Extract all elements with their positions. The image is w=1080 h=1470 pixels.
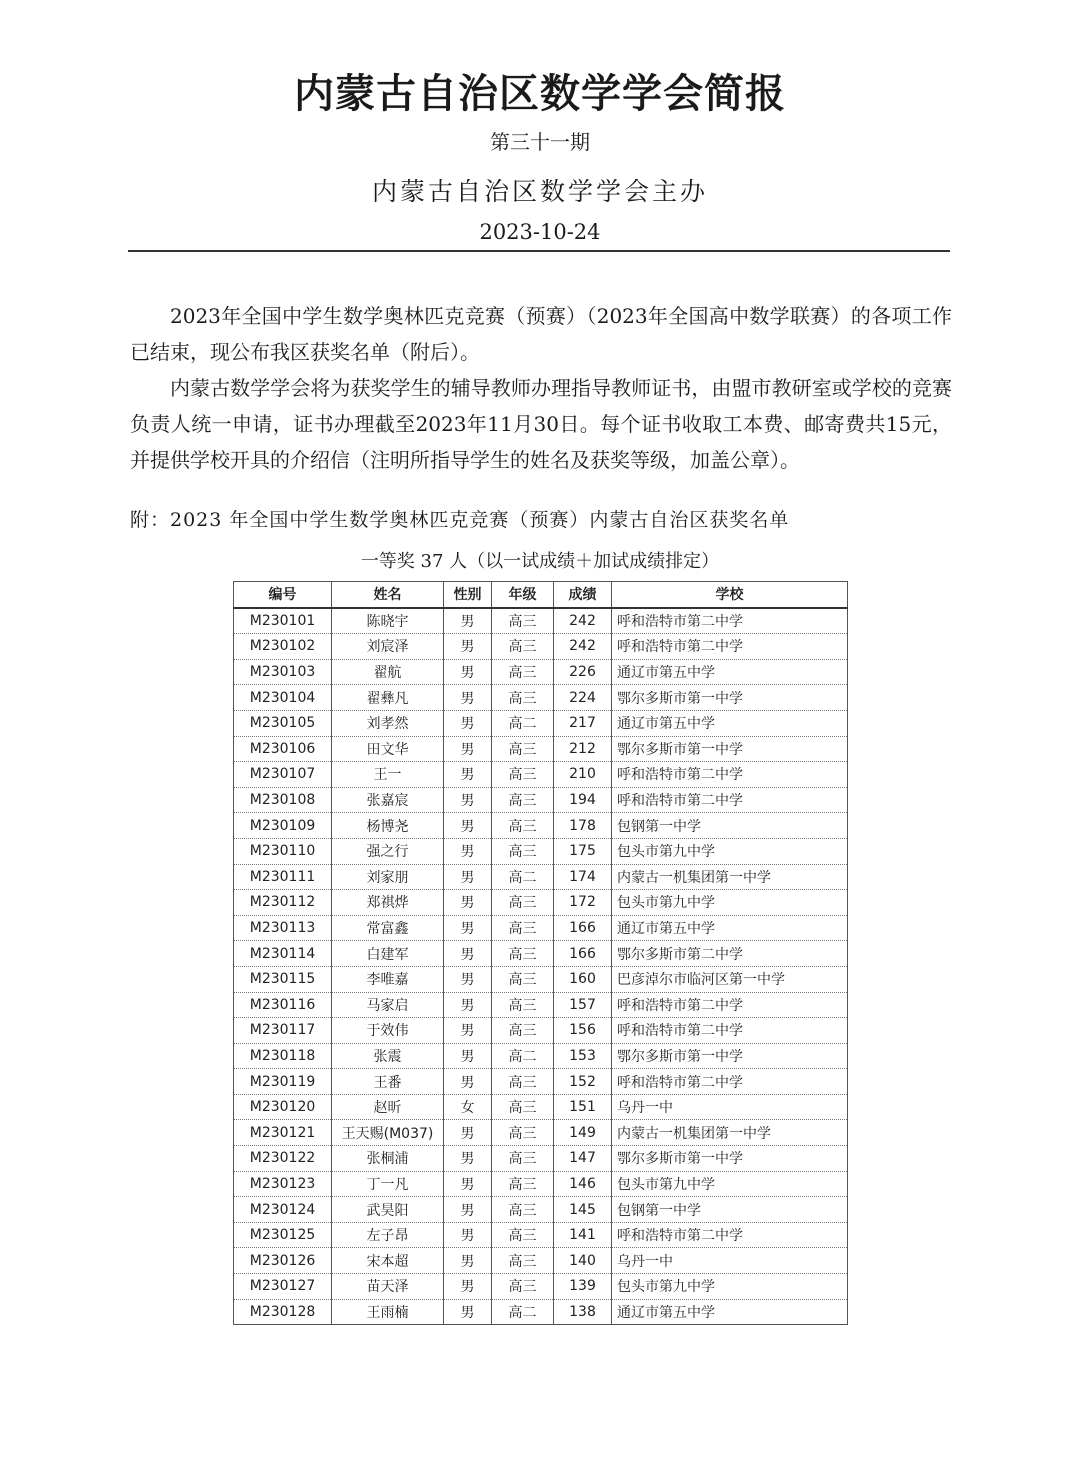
school-cell: 呼和浩特市第二中学 [612,608,848,634]
student-name-cell: 于效伟 [332,1018,444,1044]
grade-cell: 高三 [492,1222,554,1248]
gender-cell: 男 [444,1274,492,1300]
grade-cell: 高三 [492,941,554,967]
gender-cell: 男 [444,1146,492,1172]
student-name-cell: 陈晓宇 [332,608,444,634]
table-row [234,1197,848,1223]
gender-cell: 男 [444,1197,492,1223]
table-row [234,736,848,762]
student-name-cell: 白建军 [332,941,444,967]
table-row [234,1094,848,1120]
student-name-cell: 常富鑫 [332,915,444,941]
grade-cell: 高三 [492,762,554,788]
gender-cell: 男 [444,634,492,660]
table-row [234,608,848,634]
student-name-cell: 刘家朋 [332,864,444,890]
school-cell: 包头市第九中学 [612,1274,848,1300]
student-id-cell: M230127 [234,1274,332,1300]
table-row [234,787,848,813]
student-id-cell: M230106 [234,736,332,762]
score-cell: 141 [554,1222,612,1248]
school-cell: 呼和浩特市第二中学 [612,1069,848,1095]
student-id-cell: M230108 [234,787,332,813]
school-cell: 包头市第九中学 [612,1171,848,1197]
grade-cell: 高三 [492,1069,554,1095]
grade-cell: 高二 [492,1043,554,1069]
gender-cell: 男 [444,762,492,788]
student-name-cell: 郑祺烨 [332,890,444,916]
score-cell: 145 [554,1197,612,1223]
grade-cell: 高二 [492,710,554,736]
student-name-cell: 王雨楠 [332,1299,444,1325]
student-name-cell: 宋本超 [332,1248,444,1274]
school-cell: 通辽市第五中学 [612,659,848,685]
student-id-cell: M230102 [234,634,332,660]
school-cell: 呼和浩特市第二中学 [612,1222,848,1248]
grade-cell: 高三 [492,685,554,711]
announcement-paragraph-1: 2023年全国中学生数学奥林匹克竞赛（预赛）（2023年全国高中数学联赛）的各项工作已结束，现公布我区获奖名单（附后）。 [130,304,952,364]
school-cell: 包头市第九中学 [612,838,848,864]
table-row [234,1222,848,1248]
school-cell: 呼和浩特市第二中学 [612,787,848,813]
header-name: 姓名 [332,582,444,608]
bulletin-date: 2023-10-24 [479,220,601,244]
student-id-cell: M230115 [234,966,332,992]
table-row [234,813,848,839]
school-cell: 鄂尔多斯市第一中学 [612,1146,848,1172]
grade-cell: 高三 [492,1146,554,1172]
grade-cell: 高二 [492,864,554,890]
table-row [234,890,848,916]
student-name-cell: 刘孝然 [332,710,444,736]
table-row [234,659,848,685]
score-cell: 174 [554,864,612,890]
table-row [234,966,848,992]
score-cell: 152 [554,1069,612,1095]
student-id-cell: M230121 [234,1120,332,1146]
school-cell: 乌丹一中 [612,1094,848,1120]
table-row [234,710,848,736]
table-row [234,1120,848,1146]
score-cell: 172 [554,890,612,916]
score-cell: 139 [554,1274,612,1300]
gender-cell: 男 [444,1171,492,1197]
student-id-cell: M230114 [234,941,332,967]
student-id-cell: M230124 [234,1197,332,1223]
gender-cell: 男 [444,1248,492,1274]
school-cell: 乌丹一中 [612,1248,848,1274]
student-id-cell: M230113 [234,915,332,941]
student-name-cell: 马家启 [332,992,444,1018]
gender-cell: 男 [444,1043,492,1069]
school-cell: 鄂尔多斯市第一中学 [612,685,848,711]
grade-cell: 高三 [492,1120,554,1146]
school-cell: 内蒙古一机集团第一中学 [612,1120,848,1146]
gender-cell: 男 [444,710,492,736]
gender-cell: 男 [444,1069,492,1095]
table-row [234,1146,848,1172]
school-cell: 内蒙古一机集团第一中学 [612,864,848,890]
issue-number: 第三十一期 [490,130,590,154]
score-cell: 217 [554,710,612,736]
student-name-cell: 强之行 [332,838,444,864]
table-row [234,762,848,788]
student-id-cell: M230116 [234,992,332,1018]
table-row [234,941,848,967]
school-cell: 巴彦淖尔市临河区第一中学 [612,966,848,992]
student-name-cell: 田文华 [332,736,444,762]
student-id-cell: M230119 [234,1069,332,1095]
gender-cell: 男 [444,659,492,685]
table-row [234,992,848,1018]
student-id-cell: M230117 [234,1018,332,1044]
gender-cell: 男 [444,992,492,1018]
score-cell: 147 [554,1146,612,1172]
grade-cell: 高三 [492,1197,554,1223]
gender-cell: 男 [444,787,492,813]
score-cell: 242 [554,634,612,660]
bulletin-title: 内蒙古自治区数学学会简报 [294,71,786,117]
score-cell: 151 [554,1094,612,1120]
score-cell: 160 [554,966,612,992]
grade-cell: 高三 [492,915,554,941]
gender-cell: 男 [444,1120,492,1146]
score-cell: 149 [554,1120,612,1146]
score-cell: 242 [554,608,612,634]
student-name-cell: 王番 [332,1069,444,1095]
student-name-cell: 李唯嘉 [332,966,444,992]
gender-cell: 男 [444,838,492,864]
school-cell: 鄂尔多斯市第一中学 [612,736,848,762]
student-id-cell: M230110 [234,838,332,864]
score-cell: 146 [554,1171,612,1197]
grade-cell: 高三 [492,838,554,864]
header-grade: 年级 [492,582,554,608]
student-name-cell: 翟航 [332,659,444,685]
table-row [234,685,848,711]
award-table-caption: 一等奖 37 人（以一试成绩＋加试成绩排定） [360,551,720,572]
student-id-cell: M230125 [234,1222,332,1248]
gender-cell: 男 [444,736,492,762]
student-name-cell: 武昊阳 [332,1197,444,1223]
grade-cell: 高三 [492,1274,554,1300]
header-school: 学校 [612,582,848,608]
table-row [234,864,848,890]
grade-cell: 高三 [492,992,554,1018]
student-id-cell: M230126 [234,1248,332,1274]
gender-cell: 男 [444,890,492,916]
student-id-cell: M230107 [234,762,332,788]
school-cell: 通辽市第五中学 [612,915,848,941]
grade-cell: 高三 [492,736,554,762]
school-cell: 包头市第九中学 [612,890,848,916]
school-cell: 通辽市第五中学 [612,710,848,736]
score-cell: 166 [554,915,612,941]
school-cell: 呼和浩特市第二中学 [612,1018,848,1044]
student-id-cell: M230122 [234,1146,332,1172]
student-name-cell: 杨博尧 [332,813,444,839]
student-name-cell: 刘宸泽 [332,634,444,660]
school-cell: 呼和浩特市第二中学 [612,634,848,660]
score-cell: 212 [554,736,612,762]
student-id-cell: M230118 [234,1043,332,1069]
appendix-title: 附：2023 年全国中学生数学奥林匹克竞赛（预赛）内蒙古自治区获奖名单 [130,509,790,531]
announcement-paragraph-2: 内蒙古数学学会将为获奖学生的辅导教师办理指导教师证书，由盟市教研室或学校的竞赛负责人统一申请，证书办理截至2023年11月30日。每个证书收取工本费、邮寄费共15元，并提供学校开具的介绍信（注明所指导学生的姓名及获奖等级，加盖公章）。 [130,376,952,472]
grade-cell: 高三 [492,659,554,685]
gender-cell: 男 [444,966,492,992]
score-cell: 138 [554,1299,612,1325]
score-cell: 157 [554,992,612,1018]
student-id-cell: M230111 [234,864,332,890]
header-id: 编号 [234,582,332,608]
gender-cell: 女 [444,1094,492,1120]
school-cell: 包钢第一中学 [612,1197,848,1223]
header-gender: 性别 [444,582,492,608]
header-divider [128,250,950,252]
table-row [234,1043,848,1069]
score-cell: 175 [554,838,612,864]
score-cell: 156 [554,1018,612,1044]
school-cell: 鄂尔多斯市第二中学 [612,941,848,967]
table-row [234,1069,848,1095]
student-name-cell: 张嘉宸 [332,787,444,813]
student-id-cell: M230123 [234,1171,332,1197]
school-cell: 包钢第一中学 [612,813,848,839]
table-row [234,1248,848,1274]
sponsor-line: 内蒙古自治区数学学会主办 [371,177,708,206]
table-row [234,1171,848,1197]
student-id-cell: M230120 [234,1094,332,1120]
grade-cell: 高三 [492,966,554,992]
score-cell: 224 [554,685,612,711]
student-id-cell: M230105 [234,710,332,736]
grade-cell: 高三 [492,1094,554,1120]
student-name-cell: 赵昕 [332,1094,444,1120]
header-score: 成绩 [554,582,612,608]
grade-cell: 高三 [492,1248,554,1274]
grade-cell: 高三 [492,890,554,916]
score-cell: 194 [554,787,612,813]
school-cell: 呼和浩特市第二中学 [612,992,848,1018]
table-row [234,1018,848,1044]
school-cell: 鄂尔多斯市第一中学 [612,1043,848,1069]
grade-cell: 高三 [492,634,554,660]
award-table-header [234,582,848,608]
gender-cell: 男 [444,1222,492,1248]
student-name-cell: 翟彝凡 [332,685,444,711]
student-id-cell: M230104 [234,685,332,711]
grade-cell: 高三 [492,1018,554,1044]
score-cell: 166 [554,941,612,967]
award-table [233,581,848,1325]
student-id-cell: M230103 [234,659,332,685]
student-name-cell: 王天赐(M037) [332,1120,444,1146]
table-row [234,915,848,941]
student-id-cell: M230128 [234,1299,332,1325]
gender-cell: 男 [444,915,492,941]
score-cell: 140 [554,1248,612,1274]
student-name-cell: 张桐浦 [332,1146,444,1172]
student-id-cell: M230109 [234,813,332,839]
table-row [234,634,848,660]
gender-cell: 男 [444,685,492,711]
score-cell: 210 [554,762,612,788]
student-name-cell: 丁一凡 [332,1171,444,1197]
score-cell: 178 [554,813,612,839]
student-name-cell: 王一 [332,762,444,788]
table-row [234,1274,848,1300]
table-row [234,1299,848,1325]
school-cell: 通辽市第五中学 [612,1299,848,1325]
student-name-cell: 左子昂 [332,1222,444,1248]
student-id-cell: M230101 [234,608,332,634]
score-cell: 226 [554,659,612,685]
header-row [234,582,848,608]
student-name-cell: 张震 [332,1043,444,1069]
gender-cell: 男 [444,608,492,634]
grade-cell: 高二 [492,1299,554,1325]
table-row [234,838,848,864]
announcement-body [130,298,952,478]
gender-cell: 男 [444,813,492,839]
gender-cell: 男 [444,1299,492,1325]
grade-cell: 高三 [492,813,554,839]
student-id-cell: M230112 [234,890,332,916]
award-table-body [234,608,848,1325]
grade-cell: 高三 [492,1171,554,1197]
gender-cell: 男 [444,864,492,890]
gender-cell: 男 [444,941,492,967]
grade-cell: 高三 [492,787,554,813]
score-cell: 153 [554,1043,612,1069]
gender-cell: 男 [444,1018,492,1044]
grade-cell: 高三 [492,608,554,634]
school-cell: 呼和浩特市第二中学 [612,762,848,788]
student-name-cell: 苗天泽 [332,1274,444,1300]
